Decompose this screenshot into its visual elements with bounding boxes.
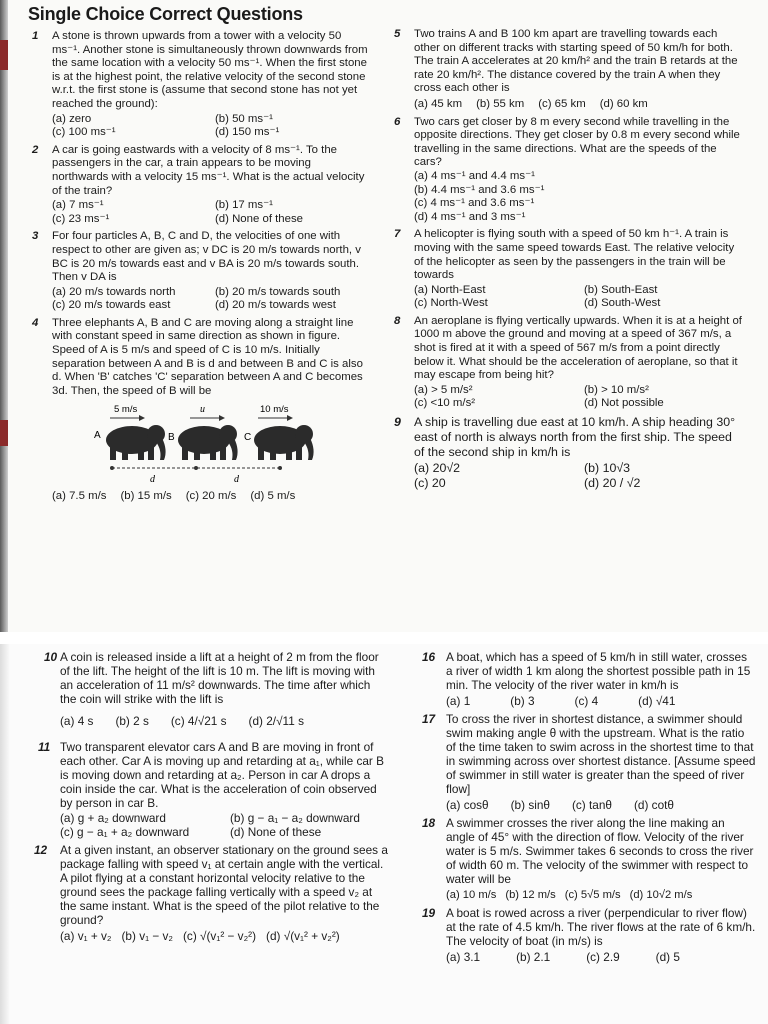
option: (a) 45 km [414, 97, 463, 110]
option: (b) 50 ms⁻¹ [215, 112, 273, 125]
option: (a) zero [52, 112, 92, 125]
elephant-a-icon [106, 425, 166, 460]
spine-marker [0, 40, 8, 70]
option: (d) South-West [584, 297, 661, 310]
option: (d) Not possible [584, 397, 664, 410]
option: (b) 10√3 [584, 461, 631, 476]
option: (b) 12 m/s [505, 889, 556, 901]
question-number: 2 [32, 143, 39, 156]
option: (c) 4/√21 s [170, 714, 227, 728]
question-text: A coin is released inside a lift at a height of 2 m from the floor of the lift. The height of the lift is 10 m. The lift is moving with an acceleration of 11 m/s² downwards. The time after which the coin will strike with the lift is [60, 650, 379, 706]
option: (c) 23 ms⁻¹ [52, 212, 110, 225]
option: (d) 150 ms⁻¹ [215, 126, 280, 139]
question-3 [30, 230, 368, 313]
options [52, 113, 368, 140]
question-12 [30, 843, 390, 943]
option: (a) North-East [414, 283, 486, 296]
page-gap [0, 632, 768, 644]
speed-label-c: 10 m/s [260, 404, 289, 416]
options [60, 714, 390, 728]
question-4 [30, 317, 368, 504]
elephant-label-b: B [168, 432, 175, 444]
option: (a) 4 s [60, 714, 94, 728]
options [446, 694, 756, 708]
option: (a) 7 ms⁻¹ [52, 199, 104, 212]
question-number: 16 [422, 650, 436, 664]
question-11 [30, 740, 390, 839]
question-number: 11 [38, 740, 51, 754]
options [414, 461, 744, 491]
question-8 [392, 315, 744, 411]
bottom-left-column [30, 650, 390, 947]
options [52, 286, 368, 313]
elephant-label-c: C [244, 432, 252, 444]
option: (c) tanθ [571, 798, 612, 812]
question-7 [392, 228, 744, 311]
question-number: 3 [32, 230, 39, 243]
option: (a) 20 m/s towards north [52, 285, 176, 298]
separation-label-2: d [234, 474, 239, 486]
question-text: To cross the river in shortest distance, a swimmer should swim making angle θ with the upstream. What is the ratio of the time taken to swim across in the shortest time to that in swimming across over shortest distance. [Assume speed of swimmer in still water is greater than the speed of river flow] [446, 712, 756, 796]
elephants-diagram [52, 402, 342, 488]
page-shadow [0, 644, 10, 1024]
option: (b) 55 km [476, 97, 525, 110]
option: (d) √41 [638, 694, 676, 708]
question-number: 7 [394, 228, 401, 241]
option: (d) 2/√11 s [248, 714, 304, 728]
elephant-label-a: A [94, 430, 101, 442]
question-number: 1 [32, 30, 39, 42]
option: (d) √(v₁² + v₂²) [266, 929, 340, 943]
option: (c) 20 m/s [185, 490, 237, 503]
question-2 [30, 144, 368, 227]
speed-label-a: 5 m/s [114, 404, 138, 416]
question-10 [30, 650, 390, 728]
question-text: Three elephants A, B and C are moving along a straight line with constant speed in same direction as shown in figure. Speed of A is 5 m/s and speed of C is 10 m/s. Initially separation between A and B is d and between B and C is also d. When 'B' catches 'C' separation between A and C becomes 3d. Then, the speed of B will be [52, 316, 363, 397]
question-text: A swimmer crosses the river along the line making an angle of 45° with the direction of flow. Velocity of the river water is 5 m/s. Swimmer takes 6 seconds to cross the river of width 60 m. The velocity of the swimmer with respect to water will be [446, 816, 754, 886]
option: (b) 15 m/s [120, 490, 172, 503]
question-19 [418, 906, 756, 964]
question-text: An aeroplane is flying vertically upwards. When it is at a height of 1000 m above the ground and moving at a speed of 367 m/s, a shot is fired at it with a speed of 567 m/s from a point directly below it. What should be the acceleration of aeroplane, so that it may escape from being hit? [414, 314, 742, 382]
option: (c) 20 [414, 476, 446, 491]
section-title: Single Choice Correct Questions [28, 4, 303, 24]
option: (a) 20√2 [414, 461, 461, 476]
option: (a) g + a₂ downward [60, 811, 166, 825]
option: (d) None of these [230, 825, 322, 839]
question-number: 19 [422, 906, 436, 920]
question-17 [418, 712, 756, 812]
separation-tick [194, 466, 198, 470]
book-spine [0, 0, 8, 632]
option: (d) 20 m/s towards west [215, 299, 336, 312]
elephants-figure [52, 402, 342, 488]
question-text: Two cars get closer by 8 m every second while travelling in the opposite directions. They get closer by 0.8 m every second while travelling in the same directions. What are the speeds of the cars? [414, 115, 740, 169]
question-text: Two transparent elevator cars A and B are moving in front of each other. Car A is moving up and retarding at a₁, while car B is moving down and retarding at a₂. Person in car A drops a coin inside the car. What is the acceleration of coin observed by person in car B. [60, 740, 384, 810]
options [446, 888, 756, 902]
question-text: A stone is thrown upwards from a tower with a velocity 50 ms⁻¹. Another stone is simultaneously thrown downwards from the same location with a velocity 50 ms⁻¹. When the first stone is at the highest point, the relative velocity of the second stone w.r.t. the first stone is (assume that second stone has not yet reached the ground): [52, 30, 368, 110]
question-number: 17 [422, 712, 436, 726]
option: (d) None of these [215, 212, 304, 225]
top-right-column [392, 28, 744, 495]
question-16 [418, 650, 756, 708]
option: (c) g − a₁ + a₂ downward [60, 825, 190, 839]
question-5 [392, 28, 744, 112]
question-number: 10 [44, 650, 58, 664]
option: (a) cosθ [446, 798, 489, 812]
option: (d) 5 m/s [250, 490, 296, 503]
options [414, 384, 744, 411]
question-9 [392, 415, 744, 491]
question-1 [30, 30, 368, 140]
option: (b) 2.1 [516, 950, 551, 964]
option: (d) 20 / √2 [584, 476, 641, 491]
option: (c) <10 m/s² [414, 397, 476, 410]
question-text: A boat is rowed across a river (perpendicular to river flow) at the rate of 4.5 km/h. The river flows at the rate of 6 km/h. The velocity of boat (in m/s) is [446, 906, 756, 948]
option: (b) sinθ [510, 798, 550, 812]
options [52, 490, 368, 504]
question-number: 8 [394, 314, 401, 327]
bottom-right-column [418, 650, 756, 968]
question-number: 6 [394, 115, 401, 128]
option: (b) g − a₁ − a₂ downward [230, 811, 360, 825]
option: (a) 4 ms⁻¹ and 4.4 ms⁻¹ [414, 169, 535, 182]
options [446, 950, 756, 964]
option: (a) 7.5 m/s [52, 490, 107, 503]
question-text: For four particles A, B, C and D, the velocities of one with respect to other are given as; v DC is 20 m/s towards north, v BC is 20 m/s towards east and v BA is 20 m/s towards south. Then v DA is [52, 230, 361, 284]
question-18 [418, 816, 756, 902]
options [414, 98, 744, 112]
question-number: 9 [394, 415, 401, 430]
question-number: 18 [422, 816, 436, 830]
option: (c) 4 ms⁻¹ and 3.6 ms⁻¹ [414, 197, 535, 210]
question-text: A car is going eastwards with a velocity of 8 ms⁻¹. To the passengers in the car, a train appears to be moving northwards with a velocity 15 ms⁻¹. What is the actual velocity of the train? [52, 143, 365, 197]
option: (d) 10√2 m/s [629, 889, 693, 901]
options [414, 284, 744, 311]
question-text: A helicopter is flying south with a speed of 50 km h⁻¹. A train is moving with the same speed towards East. The relative velocity of the helicopter as seen by the passengers in the train will be towards [414, 228, 735, 282]
option: (d) cotθ [633, 798, 674, 812]
top-left-column [30, 30, 368, 508]
option: (c) 4 [574, 694, 599, 708]
option: (b) 20 m/s towards south [215, 285, 341, 298]
question-number: 12 [34, 843, 48, 857]
question-text: A ship is travelling due east at 10 km/h. A ship heading 30° east of north is always north from the first ship. The speed of the second ship in km/h is [414, 415, 736, 460]
option: (b) 3 [510, 694, 535, 708]
spine-marker [0, 420, 8, 446]
speed-label-b: u [200, 404, 205, 416]
option: (b) > 10 m/s² [584, 383, 649, 396]
option: (a) 10 m/s [446, 889, 497, 901]
option: (c) √(v₁² − v₂²) [183, 929, 257, 943]
question-number: 5 [394, 28, 401, 40]
option: (a) 3.1 [446, 950, 481, 964]
option: (d) 60 km [599, 97, 648, 110]
option: (c) 2.9 [586, 950, 620, 964]
option: (b) 17 ms⁻¹ [215, 199, 273, 212]
option: (b) South-East [584, 283, 658, 296]
option: (a) > 5 m/s² [414, 383, 473, 396]
option: (b) v₁ − v₂ [121, 929, 173, 943]
option: (c) 20 m/s towards east [52, 299, 171, 312]
elephant-c-icon [254, 425, 314, 460]
options [446, 798, 756, 812]
question-6 [392, 116, 744, 225]
elephant-b-icon [178, 425, 238, 460]
option: (a) v₁ + v₂ [60, 929, 112, 943]
separation-label-1: d [150, 474, 155, 486]
option: (c) 100 ms⁻¹ [52, 126, 116, 139]
separation-tick [278, 466, 282, 470]
question-text: At a given instant, an observer stationary on the ground sees a package falling with speed v₁ at certain angle with the vertical. A pilot flying at a constant horizontal velocity relative to the ground sees the package falling vertically with a speed v₂ at the same instant. What is the speed of the pilot relative to the ground? [60, 843, 388, 927]
option: (d) 4 ms⁻¹ and 3 ms⁻¹ [414, 210, 526, 223]
option: (c) North-West [414, 297, 488, 310]
separation-tick [110, 466, 114, 470]
question-text: Two trains A and B 100 km apart are travelling towards each other on different tracks with starting speed of 50 km/h for both. The train A accelerates at 20 km/h² and the train B retards at the rate 20 km/h². The distance covered by the train A when they cross each other is [414, 28, 738, 95]
option: (a) 1 [446, 694, 471, 708]
options [60, 811, 390, 839]
option: (c) 65 km [538, 97, 586, 110]
question-text: A boat, which has a speed of 5 km/h in still water, crosses a river of width 1 km along the shortest possible path in 15 min. The velocity of the river water in km/h is [446, 650, 751, 692]
question-number: 4 [32, 316, 39, 329]
option: (c) 5√5 m/s [564, 889, 621, 901]
option: (b) 2 s [115, 714, 149, 728]
options [60, 929, 390, 943]
options [52, 199, 368, 226]
option: (b) 4.4 ms⁻¹ and 3.6 ms⁻¹ [414, 183, 545, 196]
option: (d) 5 [655, 950, 680, 964]
